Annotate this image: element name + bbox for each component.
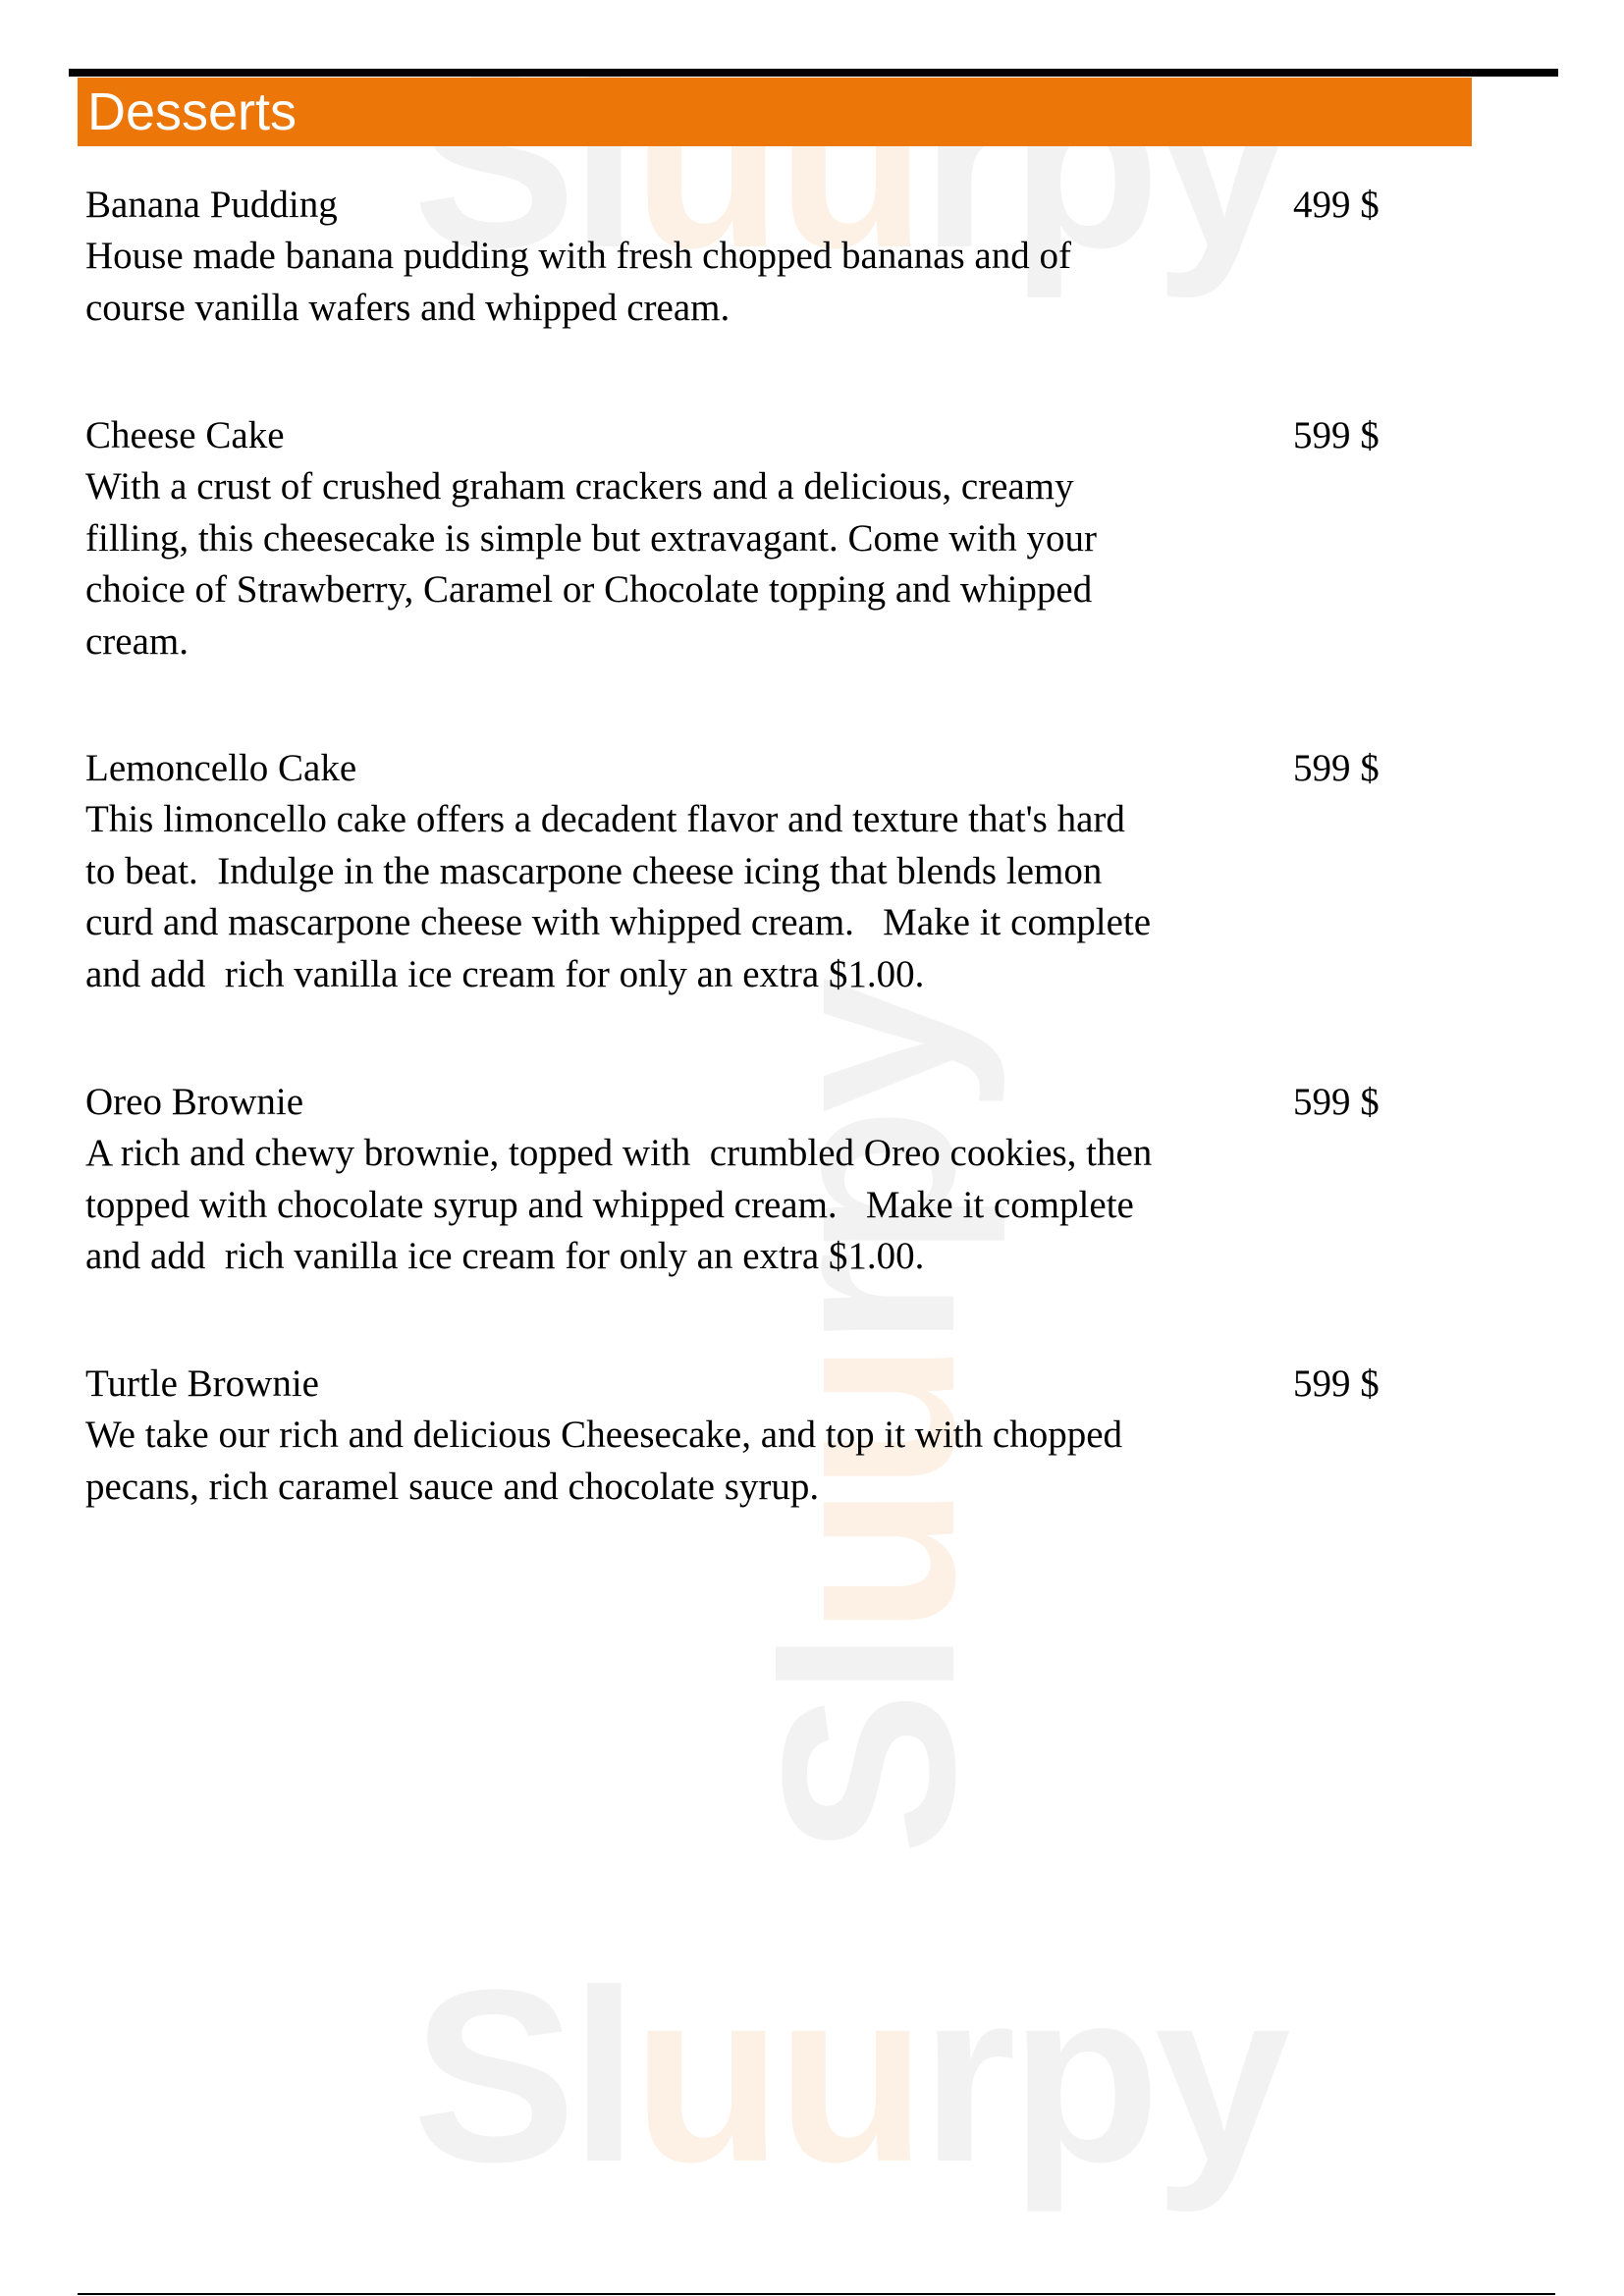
item-price: 599 $ bbox=[1293, 1362, 1380, 1405]
item-name: Cheese Cake bbox=[85, 414, 285, 456]
description-line: and add rich vanilla ice cream for only an extra $1.00. bbox=[85, 1235, 925, 1277]
watermark-logo: Sluurpy bbox=[731, 983, 1005, 1855]
item-name: Turtle Brownie bbox=[85, 1362, 319, 1405]
description-line: A rich and chewy brownie, topped with crumbled Oreo cookies, then bbox=[85, 1132, 1153, 1174]
description-line: choice of Strawberry, Caramel or Chocolate topping and whipped bbox=[85, 568, 1093, 611]
description-line: This limoncello cake offers a decadent flavor and texture that's hard bbox=[85, 798, 1125, 840]
item-price: 599 $ bbox=[1293, 414, 1380, 456]
description-line: curd and mascarpone cheese with whipped cream. Make it complete bbox=[85, 901, 1152, 943]
item-price: 599 $ bbox=[1293, 747, 1380, 789]
description-line: and add rich vanilla ice cream for only an extra $1.00. bbox=[85, 952, 925, 995]
description-line: to beat. Indulge in the mascarpone cheese icing that blends lemon bbox=[85, 849, 1103, 892]
section-title: Desserts bbox=[87, 82, 298, 141]
section-header bbox=[78, 78, 1472, 146]
description-line: topped with chocolate syrup and whipped cream. Make it complete bbox=[85, 1183, 1134, 1226]
description-line: pecans, rich caramel sauce and chocolate syrup. bbox=[85, 1465, 820, 1508]
description-line: cream. bbox=[85, 619, 189, 663]
item-description bbox=[85, 1410, 1264, 1513]
description-line: We take our rich and delicious Cheesecake, and top it with chopped bbox=[85, 1414, 1123, 1456]
item-name: Lemoncello Cake bbox=[85, 747, 357, 789]
item-name: Oreo Brownie bbox=[85, 1081, 304, 1123]
bottom-rule bbox=[78, 2293, 1555, 2295]
item-price: 599 $ bbox=[1293, 1081, 1380, 1123]
item-name: Banana Pudding bbox=[85, 184, 338, 226]
watermark-logo: Sluurpy bbox=[412, 25, 1285, 298]
menu-item bbox=[85, 410, 1401, 667]
menu-item bbox=[85, 1077, 1401, 1283]
description-line: course vanilla wafers and whipped cream. bbox=[85, 286, 731, 329]
item-description bbox=[85, 1128, 1264, 1283]
item-price: 499 $ bbox=[1293, 184, 1380, 226]
item-description bbox=[85, 461, 1264, 667]
watermark-logo: Sluurpy bbox=[412, 1939, 1285, 2213]
item-description bbox=[85, 794, 1264, 1000]
menu-item bbox=[85, 180, 1401, 334]
item-description bbox=[85, 231, 1264, 334]
menu-item bbox=[85, 1359, 1401, 1513]
description-line: House made banana pudding with fresh chopped bananas and of bbox=[85, 235, 1071, 277]
description-line: filling, this cheesecake is simple but extravagant. Come with your bbox=[85, 516, 1097, 560]
description-line: With a crust of crushed graham crackers and a delicious, creamy bbox=[85, 465, 1074, 507]
menu-item bbox=[85, 743, 1401, 1000]
top-rule bbox=[69, 69, 1558, 77]
